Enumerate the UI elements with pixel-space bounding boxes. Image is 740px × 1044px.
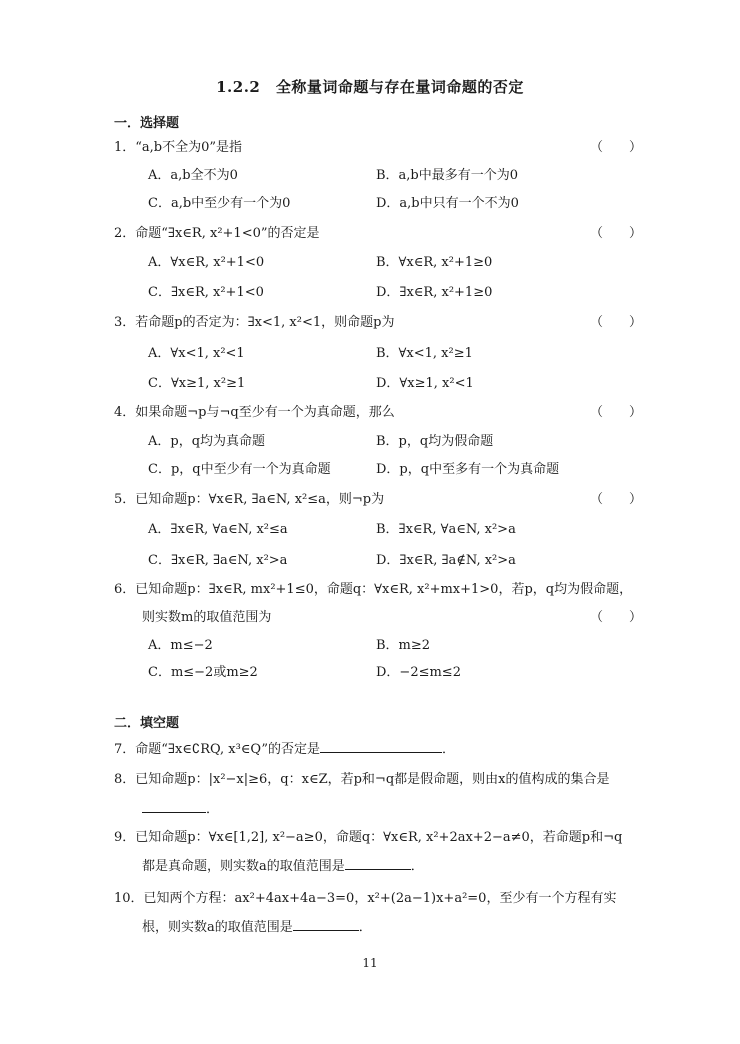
answer-parentheses: （ ） — [590, 226, 643, 241]
question-number: 3． — [114, 315, 136, 330]
question-number: 9． — [114, 830, 136, 845]
option-a: A．p，q均为真命题 — [148, 434, 266, 449]
option-a: A．m≤−2 — [148, 638, 213, 653]
answer-parentheses: （ ） — [590, 610, 643, 625]
question-10-continuation: 根，则实数a的取值范围是 ． — [142, 920, 372, 935]
option-a: A．∀x<1, x²<1 — [148, 346, 245, 361]
question-text: 已知命题p：∀x∈R, ∃a∈N, x²≤a，则¬p为 — [135, 492, 385, 507]
option-d: D．a,b中只有一个不为0 — [376, 196, 519, 211]
answer-blank[interactable] — [320, 740, 442, 753]
question-7: 7．命题“∃x∈∁RQ, x³∈Q”的否定是 ． — [114, 738, 634, 757]
question-6-continuation: 则实数m的取值范围为 — [142, 610, 272, 625]
question-10 — [114, 887, 634, 906]
answer-parentheses: （ ） — [590, 315, 643, 330]
question-number: 2． — [114, 226, 136, 241]
question-9 — [114, 826, 634, 845]
question-number: 4． — [114, 405, 136, 420]
question-8-continuation: ． — [142, 798, 219, 817]
option-b: B．∀x<1, x²≥1 — [376, 346, 473, 361]
option-b: B．∀x∈R, x²+1≥0 — [376, 255, 493, 270]
option-d: D．p，q中至多有一个为真命题 — [376, 462, 560, 477]
option-c: C．p，q中至少有一个为真命题 — [148, 462, 331, 477]
option-a: A．a,b全不为0 — [148, 168, 238, 183]
question-text: 已知命题p：∀x∈[1,2], x²−a≥0，命题q：∀x∈R, x²+2ax+2−a≠0，若命题p和¬q — [135, 830, 623, 845]
question-number: 6． — [114, 582, 136, 597]
option-b: B．a,b中最多有一个为0 — [376, 168, 519, 183]
option-c: C．a,b中至少有一个为0 — [148, 196, 291, 211]
question-number: 8． — [114, 772, 136, 787]
question-text: “a,b不全为0”是指 — [135, 140, 243, 155]
answer-blank[interactable] — [345, 857, 411, 870]
question-number: 1． — [114, 140, 136, 155]
answer-blank[interactable] — [293, 918, 359, 931]
question-text: 如果命题¬p与¬q至少有一个为真命题，那么 — [135, 405, 395, 420]
option-d: D．−2≤m≤2 — [376, 665, 461, 680]
question-1 — [114, 136, 634, 155]
page-number: 11 — [362, 956, 378, 970]
answer-parentheses: （ ） — [590, 140, 643, 155]
question-text: 已知命题p：∃x∈R, mx²+1≤0，命题q：∀x∈R, x²+mx+1>0，若p，q均为假命题， — [135, 582, 633, 597]
section-choice-heading: 一．选择题 — [114, 116, 180, 131]
question-text: 命题“∃x∈R, x²+1<0”的否定是 — [135, 226, 320, 241]
question-2 — [114, 222, 634, 241]
question-3 — [114, 311, 634, 330]
question-text: 已知命题p：|x²−x|≥6，q：x∈Z，若p和¬q都是假命题，则由x的值构成的集合是 — [135, 772, 610, 787]
question-9-continuation: 都是真命题，则实数a的取值范围是 ． — [142, 859, 424, 874]
option-d: D．∀x≥1, x²<1 — [376, 376, 474, 391]
option-a: A．∃x∈R, ∀a∈N, x²≤a — [148, 522, 288, 537]
answer-parentheses: （ ） — [590, 492, 643, 507]
question-5 — [114, 488, 634, 507]
question-8 — [114, 768, 634, 787]
answer-blank[interactable] — [142, 800, 206, 813]
section-fill-heading: 二．填空题 — [114, 716, 180, 731]
question-number: 7． — [114, 742, 136, 757]
question-6 — [114, 578, 634, 597]
question-text: 若命题p的否定为：∃x<1, x²<1，则命题p为 — [135, 315, 395, 330]
option-c: C．∀x≥1, x²≥1 — [148, 376, 246, 391]
option-c: C．m≤−2或m≥2 — [148, 665, 258, 680]
option-d: D．∃x∈R, x²+1≥0 — [376, 285, 493, 300]
question-text: 命题“∃x∈∁RQ, x³∈Q”的否定是 — [135, 742, 320, 757]
option-c: C．∃x∈R, x²+1<0 — [148, 285, 264, 300]
option-a: A．∀x∈R, x²+1<0 — [148, 255, 265, 270]
option-b: B．p，q均为假命题 — [376, 434, 494, 449]
question-text: 已知两个方程：ax²+4ax+4a−3=0，x²+(2a−1)x+a²=0，至少有一个方程有实 — [143, 891, 617, 906]
option-b: B．m≥2 — [376, 638, 431, 653]
option-d: D．∃x∈R, ∃a∉N, x²>a — [376, 553, 516, 568]
page-title: 1.2.2 全称量词命题与存在量词命题的否定 — [216, 78, 524, 96]
option-b: B．∃x∈R, ∀a∈N, x²>a — [376, 522, 516, 537]
option-c: C．∃x∈R, ∃a∈N, x²>a — [148, 553, 288, 568]
question-number: 10． — [114, 891, 144, 906]
answer-parentheses: （ ） — [590, 405, 643, 420]
question-4 — [114, 401, 634, 420]
question-number: 5． — [114, 492, 136, 507]
